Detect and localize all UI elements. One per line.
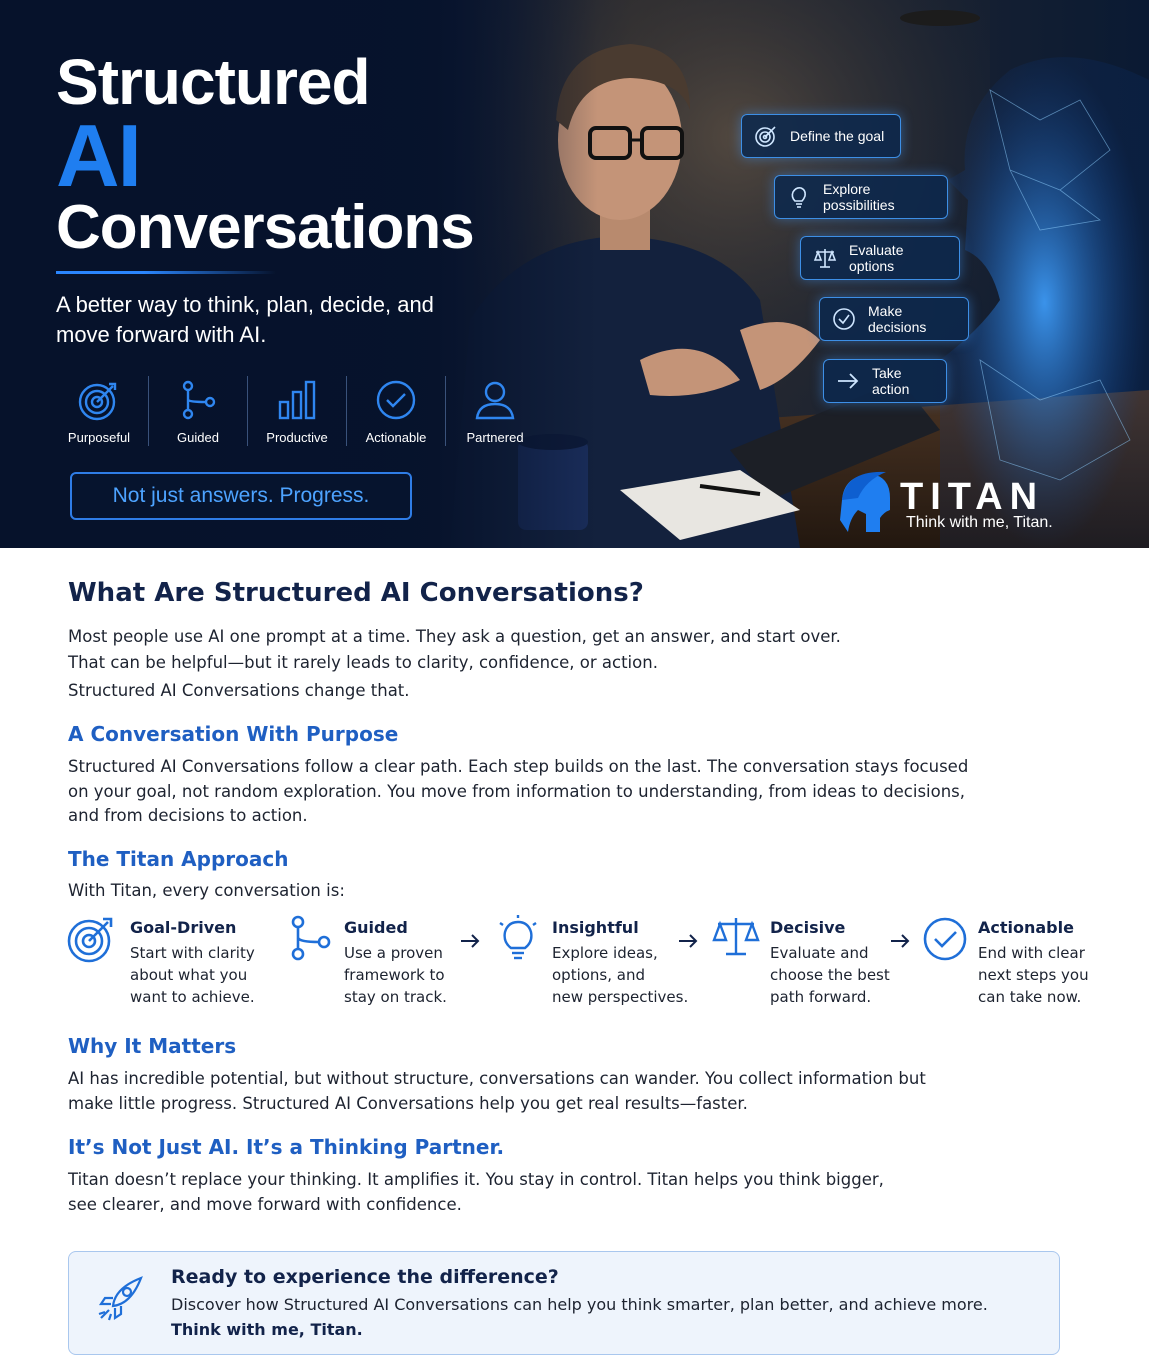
arrow-right-icon [678, 934, 698, 948]
feature-label: Partnered [466, 430, 524, 445]
step-explore-possibilities [774, 175, 948, 219]
purpose-line: on your goal, not random exploration. You move from information to understanding, from ideas to decisions, [68, 782, 966, 801]
purpose-line: and from decisions to action. [68, 806, 308, 825]
approach-title: Goal-Driven [130, 918, 237, 937]
approach-desc: Start with clarity about what you want to achieve. [130, 944, 255, 1006]
lightbulb-icon [787, 185, 811, 209]
purpose-heading: A Conversation With Purpose [68, 722, 399, 746]
step-label: Explore possibilities [823, 181, 895, 213]
cta-signature: Think with me, Titan. [171, 1320, 363, 1339]
intro-heading: What Are Structured AI Conversations? [68, 578, 644, 608]
approach-title: Insightful [552, 918, 639, 937]
feature-label: Purposeful [67, 430, 131, 445]
hero-subtitle: A better way to think, plan, decide, and move forward with AI. [56, 292, 434, 347]
target-icon [754, 124, 778, 148]
approach-title: Actionable [978, 918, 1074, 937]
approach-title: Guided [344, 918, 408, 937]
approach-desc: Explore ideas, options, and new perspectives. [552, 944, 689, 1006]
target-icon [77, 378, 121, 422]
cta-description: Discover how Structured AI Conversations can help you think smarter, plan better, and achieve more. [171, 1295, 988, 1314]
approach-intro: With Titan, every conversation is: [68, 881, 345, 900]
why-line: AI has incredible potential, but without structure, conversations can wander. You collect information but [68, 1069, 926, 1088]
partner-heading: It’s Not Just AI. It’s a Thinking Partner. [68, 1135, 505, 1159]
step-evaluate-options [800, 236, 960, 280]
step-take-action [823, 359, 947, 403]
intro-line: Structured AI Conversations change that. [68, 681, 410, 700]
feature-partnered [445, 376, 544, 446]
arrow-right-icon [460, 934, 480, 948]
approach-desc: Evaluate and choose the best path forward. [770, 944, 890, 1006]
feature-label: Actionable [365, 430, 427, 445]
hero-title-line-3: Conversations [56, 193, 474, 262]
brand-name: TITAN [900, 476, 1045, 518]
title-underline [56, 271, 276, 274]
partner-line: Titan doesn’t replace your thinking. It amplifies it. You stay in control. Titan helps you think bigger, [68, 1170, 884, 1189]
feature-label: Productive [266, 430, 328, 445]
hero-title-line-1: Structured [56, 46, 370, 118]
feature-purposeful [50, 376, 148, 446]
person-icon [473, 378, 517, 422]
step-label: Take action [872, 365, 910, 397]
scale-icon [813, 246, 837, 270]
intro-line: Most people use AI one prompt at a time. They ask a question, get an answer, and start over. [68, 627, 841, 646]
arrow-right-icon [890, 934, 910, 948]
partner-line: see clearer, and move forward with confidence. [68, 1195, 462, 1214]
hero-title-line-2: AI [56, 106, 140, 205]
why-heading: Why It Matters [68, 1034, 237, 1058]
step-make-decisions [819, 297, 969, 341]
flow-icon [176, 378, 220, 422]
step-label: Evaluate options [849, 242, 904, 274]
titan-brand [836, 470, 1086, 536]
tagline-box: Not just answers. Progress. [70, 472, 412, 520]
feature-productive [247, 376, 346, 446]
purpose-line: Structured AI Conversations follow a clear path. Each step builds on the last. The conversation stays focused [68, 757, 969, 776]
approach-desc: Use a proven framework to stay on track. [344, 944, 447, 1006]
scale-icon [712, 914, 762, 964]
spartan-helmet-icon [836, 470, 894, 534]
cta-title: Ready to experience the difference? [171, 1266, 559, 1288]
intro-line: That can be helpful—but it rarely leads to clarity, confidence, or action. [68, 653, 658, 672]
step-label: Define the goal [790, 128, 885, 144]
step-define-goal [741, 114, 901, 158]
lightbulb-icon [494, 914, 544, 964]
approach-steps [66, 912, 1106, 1012]
feature-guided [148, 376, 247, 446]
approach-desc: End with clear next steps you can take now. [978, 944, 1089, 1006]
feature-strip [50, 376, 544, 446]
why-line: make little progress. Structured AI Conversations help you get real results—faster. [68, 1094, 748, 1113]
approach-heading: The Titan Approach [68, 847, 289, 871]
hero-banner [0, 0, 1149, 548]
brand-tagline: Think with me, Titan. [906, 514, 1053, 531]
target-icon [66, 914, 116, 964]
check-circle-icon [374, 378, 418, 422]
feature-label: Guided [177, 430, 219, 445]
arrow-right-icon [836, 369, 860, 393]
feature-actionable [346, 376, 445, 446]
rocket-icon [93, 1270, 149, 1326]
cta-box [68, 1251, 1060, 1355]
bar-chart-icon [275, 378, 319, 422]
approach-title: Decisive [770, 918, 846, 937]
step-label: Make decisions [868, 303, 927, 335]
flow-icon [288, 914, 338, 964]
check-circle-icon [922, 914, 972, 964]
check-circle-icon [832, 307, 856, 331]
